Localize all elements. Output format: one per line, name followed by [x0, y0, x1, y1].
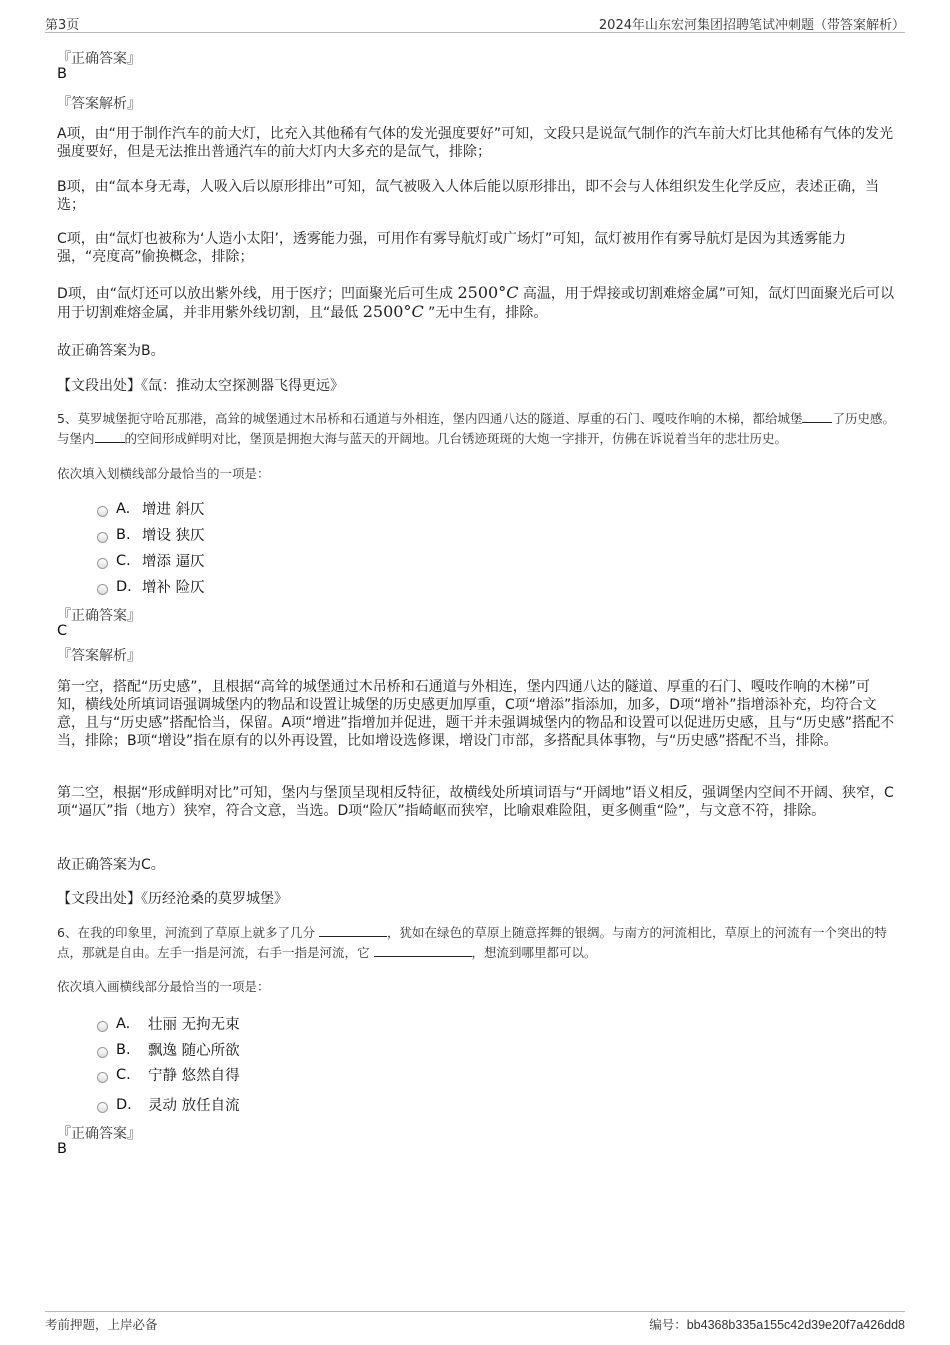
- radio-button[interactable]: [97, 558, 108, 569]
- radio-button[interactable]: [97, 506, 108, 517]
- source-citation: 【文段出处】《氙：推动太空探测器飞得更远》: [57, 378, 344, 394]
- conclusion: 故正确答案为B。: [57, 343, 165, 359]
- source-citation: 【文段出处】《历经沧桑的莫罗城堡》: [57, 891, 288, 907]
- radio-button[interactable]: [97, 1021, 108, 1032]
- page-footer: [45, 1311, 905, 1334]
- blank-2: [95, 430, 125, 443]
- q6-option-a[interactable]: A. 壮丽 无拘无束: [97, 1013, 240, 1034]
- analysis-blank-2: 第二空，根据“形成鲜明对比”可知，堡内与堡顶呈现相反特征，故横线处所填词语与“开阔地”语义相反，强调堡内空间不开阔、狭窄，C项“逼仄”指（地方）狭窄，符合文意，当选。D项“险仄”指崎岖而狭窄，比喻艰难险阻，更多侧重“险”，与文意不符，排除。: [57, 785, 894, 819]
- radio-button[interactable]: [97, 1072, 108, 1083]
- blank-1: [319, 924, 387, 937]
- question-6-prompt: 依次填入画横线部分最恰当的一项是：: [57, 979, 270, 994]
- radio-button[interactable]: [97, 1102, 108, 1113]
- correct-answer-value: B: [57, 1141, 67, 1157]
- correct-answer-label: 『正确答案』: [57, 1126, 141, 1142]
- analysis-option-c: C项，由“氙灯也被称为‘人造小太阳’，透雾能力强，可用作有雾导航灯或广场灯”可知，氙灯被用作有雾导航灯是因为其透雾能力强，“亮度高”偷换概念，排除；: [57, 231, 847, 265]
- analysis-blank-1: 第一空，搭配“历史感”，且根据“高耸的城堡通过木吊桥和石通道与外相连，堡内四通八达的隧道、厚重的石门、嘎吱作响的木梯”可知，横线处所填词语强调城堡内的物品和设置让城堡的历史感更加厚重，C项“增添”指添加，加多，D项“增补”指增添补充，均符合文意，且与“历史感”搭配恰当，保留。A项“增进”指增加并促进，题干并未强调城堡内的物品和设置可以促进历史感，且与“历史感”搭配不当，排除；B项“增设”指在原有的以外再设置，比如增设选修课，增设门市部，多搭配具体事物，与“历史感”搭配不当，排除。: [57, 679, 895, 749]
- q5-option-c[interactable]: C. 增添 逼仄: [97, 550, 205, 571]
- radio-button[interactable]: [97, 532, 108, 543]
- document-title: 2024年山东宏河集团招聘笔试冲刺题（带答案解析）: [598, 18, 905, 33]
- q5-option-a[interactable]: A. 增进 斜仄: [97, 498, 205, 519]
- analysis-d-text-1: D项，由“氙灯还可以放出紫外线，用于医疗；凹面聚光后可生成: [57, 286, 454, 302]
- analysis-d-text-2: 高温，用于焊接或切割难熔金属”可知，氙灯凹面聚光后可以用于切割难熔金属，并非用紫外线切割，且“最低: [57, 286, 895, 321]
- analysis-label: 『答案解析』: [57, 648, 141, 664]
- radio-button[interactable]: [97, 584, 108, 595]
- q5-option-d[interactable]: D. 增补 险仄: [97, 576, 205, 597]
- q6-option-b[interactable]: B. 飘逸 随心所欲: [97, 1039, 240, 1060]
- q6-option-c[interactable]: C. 宁静 悠然自得: [97, 1064, 240, 1085]
- q6-option-d[interactable]: D. 灵动 放任自流: [97, 1094, 240, 1115]
- correct-answer-value: C: [57, 623, 68, 639]
- conclusion: 故正确答案为C。: [57, 857, 165, 873]
- page-header: [45, 12, 905, 33]
- analysis-d-text-3: ”无中生有，排除。: [428, 305, 548, 321]
- analysis-label: 『答案解析』: [57, 96, 141, 112]
- question-6-stem: 6、在我的印象里，河流到了草原上就多了几分 ，犹如在绿色的草原上随意挥舞的银绸。与南方的河流相比，草原上的河流有一个突出的特点，那就是自由。左手一指是河流，右手一指是河流，它 ，想流到哪里都可以。: [57, 925, 887, 960]
- blank-2: [374, 944, 472, 957]
- question-5-prompt: 依次填入划横线部分最恰当的一项是：: [57, 466, 270, 481]
- blank-1: [802, 410, 832, 423]
- document-code: 编号：bb4368b335a155c42d39e20f7a426dd8: [649, 1317, 905, 1332]
- temperature-formula: 2500°C: [362, 302, 424, 321]
- analysis-option-d: [57, 284, 895, 322]
- page-number: 第3页: [45, 18, 80, 33]
- q5-option-b[interactable]: B. 增设 狭仄: [97, 524, 205, 545]
- correct-answer-value: B: [57, 66, 67, 82]
- question-5-stem: 5、莫罗城堡扼守哈瓦那港，高耸的城堡通过木吊桥和石通道与外相连，堡内四通八达的隧道、厚重的石门、嘎吱作响的木梯，都给城堡 了历史感。与堡内 的空间形成鲜明对比，堡顶是拥抱大海与蓝天的开阔地。几台锈迹斑斑的大炮一字排开，仿佛在诉说着当年的悲壮历史。: [57, 411, 895, 446]
- analysis-option-a: A项，由“用于制作汽车的前大灯，比充入其他稀有气体的发光强度要好”可知，文段只是说氙气制作的汽车前大灯比其他稀有气体的发光强度要好，但是无法推出普通汽车的前大灯内大多充的是氙气，排除；: [57, 126, 894, 160]
- radio-button[interactable]: [97, 1047, 108, 1058]
- analysis-option-b: B项，由“氙本身无毒，人吸入后以原形排出”可知，氙气被吸入人体后能以原形排出，即不会与人体组织发生化学反应，表述正确，当选；: [57, 179, 880, 213]
- correct-answer-label: 『正确答案』: [57, 608, 141, 624]
- footer-slogan: 考前押题，上岸必备: [45, 1317, 158, 1332]
- temperature-formula: 2500°C: [457, 283, 519, 302]
- correct-answer-label: 『正确答案』: [57, 51, 141, 67]
